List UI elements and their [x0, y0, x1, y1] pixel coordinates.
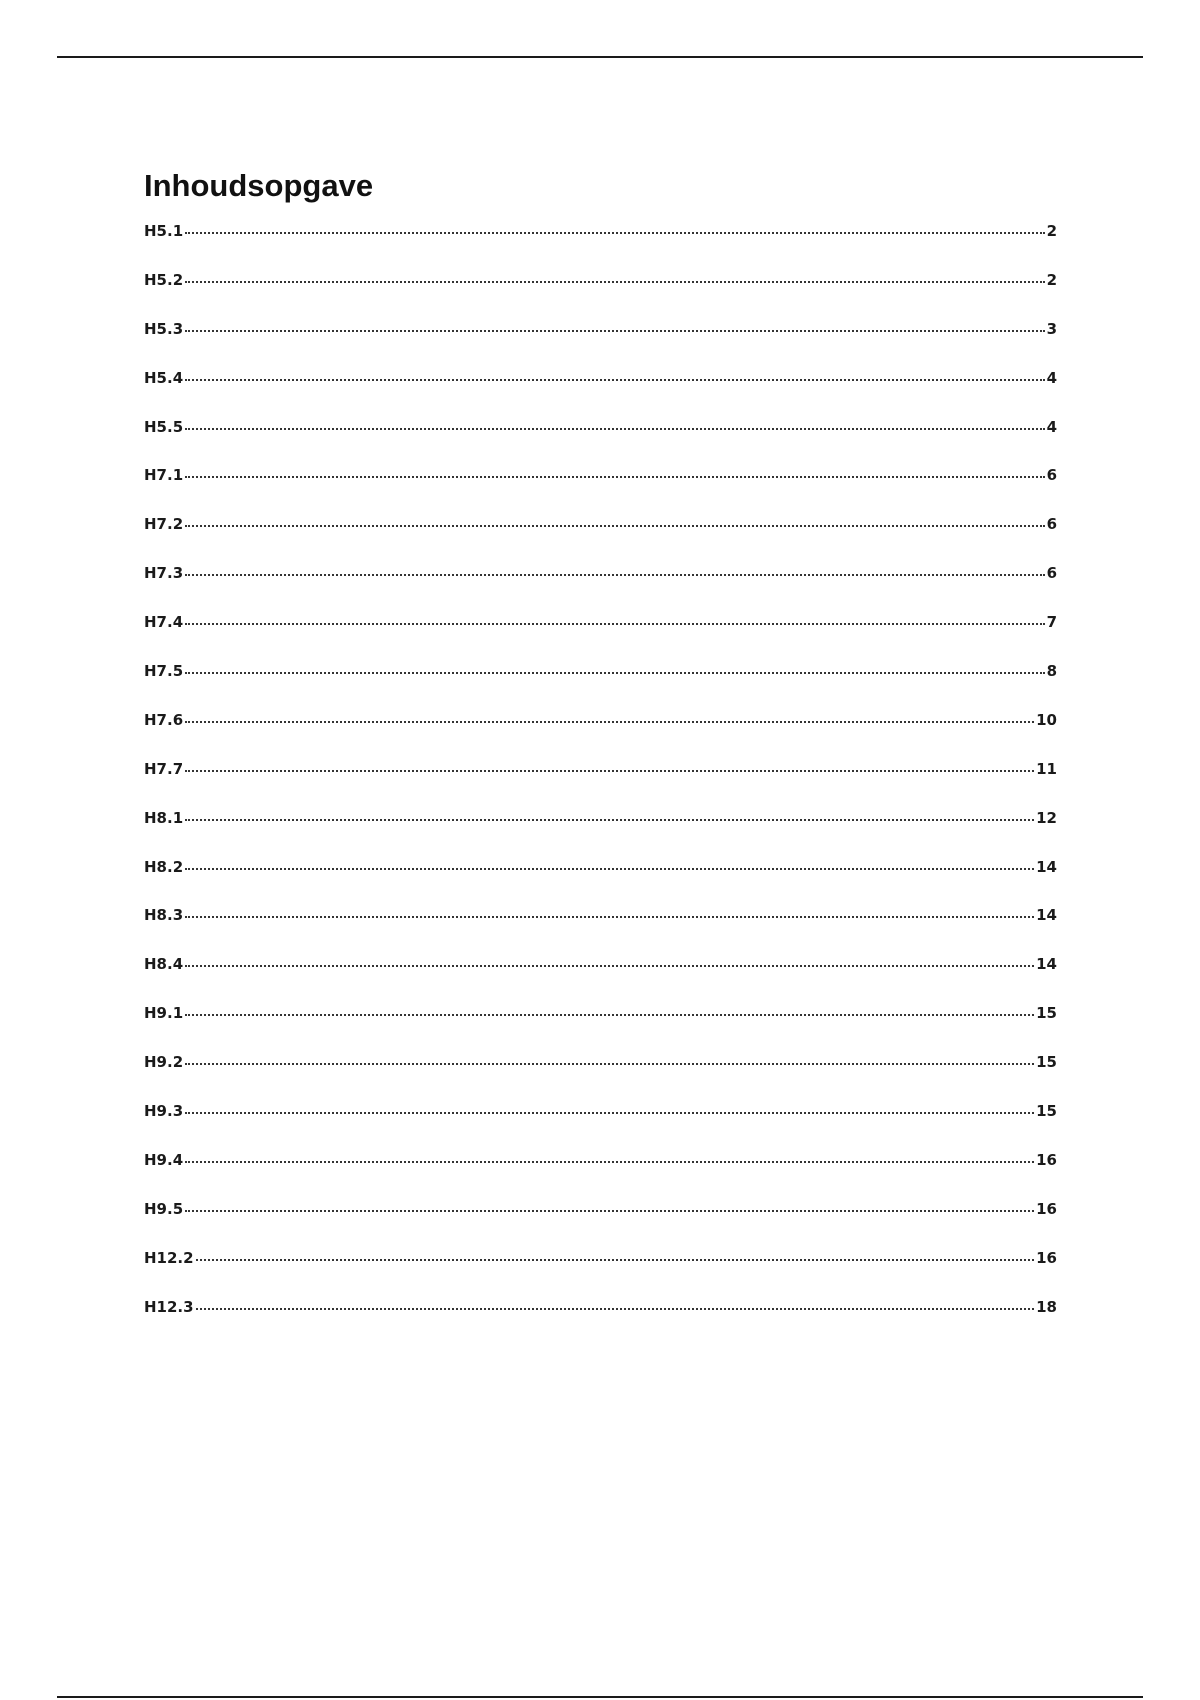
- toc-entry[interactable]: [144, 515, 1057, 564]
- toc-leader: [185, 819, 1034, 821]
- toc-entry[interactable]: [144, 418, 1057, 467]
- toc-entry-label: H7.1: [144, 466, 184, 485]
- toc-entry-page: 2: [1046, 270, 1057, 289]
- toc-entry-label: H5.3: [144, 319, 184, 338]
- toc-leader: [185, 868, 1034, 870]
- toc-leader: [185, 232, 1044, 234]
- toc-entry[interactable]: [144, 906, 1057, 955]
- toc-entry-label: H5.2: [144, 270, 184, 289]
- toc-leader: [185, 623, 1044, 625]
- table-of-contents: [144, 160, 1057, 1346]
- toc-entry-label: H7.3: [144, 564, 184, 583]
- toc-entry[interactable]: [144, 711, 1057, 760]
- toc-entry-label: H9.2: [144, 1053, 184, 1072]
- toc-leader: [185, 281, 1044, 283]
- toc-entry[interactable]: [144, 1102, 1057, 1151]
- toc-entry-page: 6: [1046, 515, 1057, 534]
- toc-entry-label: H9.3: [144, 1102, 184, 1121]
- toc-entry-page: 11: [1036, 759, 1057, 778]
- toc-entry-page: 14: [1036, 906, 1057, 925]
- footer-rule: [57, 1696, 1143, 1698]
- toc-entry[interactable]: [144, 369, 1057, 418]
- toc-entry-label: H8.1: [144, 808, 184, 827]
- toc-entry-label: H8.2: [144, 857, 184, 876]
- toc-leader: [185, 672, 1044, 674]
- toc-leader: [185, 476, 1044, 478]
- toc-entry[interactable]: [144, 564, 1057, 613]
- toc-entry-label: H12.2: [144, 1248, 194, 1267]
- toc-entry[interactable]: [144, 1298, 1057, 1347]
- toc-entry[interactable]: [144, 1200, 1057, 1249]
- toc-entry-page: 15: [1036, 1102, 1057, 1121]
- toc-entry[interactable]: [144, 271, 1057, 320]
- toc-entry-page: 7: [1046, 613, 1057, 632]
- toc-entry-page: 3: [1046, 319, 1057, 338]
- toc-leader: [196, 1259, 1035, 1261]
- toc-leader: [185, 574, 1044, 576]
- toc-leader: [185, 1210, 1034, 1212]
- toc-entry-label: H7.7: [144, 759, 184, 778]
- toc-list: [144, 222, 1057, 1346]
- toc-entry-label: H7.2: [144, 515, 184, 534]
- toc-entry[interactable]: [144, 222, 1057, 271]
- toc-entry[interactable]: [144, 1053, 1057, 1102]
- toc-entry-page: 14: [1036, 955, 1057, 974]
- toc-entry-page: 8: [1046, 662, 1057, 681]
- toc-entry-label: H5.1: [144, 222, 184, 240]
- toc-leader: [185, 721, 1034, 723]
- toc-leader: [185, 770, 1034, 772]
- toc-entry-page: 16: [1036, 1199, 1057, 1218]
- toc-entry[interactable]: [144, 320, 1057, 369]
- toc-entry[interactable]: [144, 662, 1057, 711]
- toc-leader: [185, 525, 1044, 527]
- toc-entry-page: 16: [1036, 1248, 1057, 1267]
- toc-entry-page: 15: [1036, 1053, 1057, 1072]
- toc-leader: [185, 1014, 1034, 1016]
- toc-entry-page: 4: [1046, 417, 1057, 436]
- toc-leader: [185, 330, 1044, 332]
- toc-entry-page: 6: [1046, 466, 1057, 485]
- toc-leader: [185, 379, 1044, 381]
- toc-entry-page: 10: [1036, 710, 1057, 729]
- toc-leader: [196, 1308, 1035, 1310]
- toc-leader: [185, 428, 1044, 430]
- toc-leader: [185, 1112, 1034, 1114]
- toc-entry-page: 16: [1036, 1150, 1057, 1169]
- toc-entry-label: H7.5: [144, 662, 184, 681]
- toc-entry[interactable]: [144, 466, 1057, 515]
- toc-leader: [185, 916, 1034, 918]
- toc-entry[interactable]: [144, 613, 1057, 662]
- toc-entry-page: 2: [1046, 222, 1057, 240]
- toc-entry-page: 6: [1046, 564, 1057, 583]
- toc-entry-label: H9.1: [144, 1004, 184, 1023]
- toc-entry[interactable]: [144, 1249, 1057, 1298]
- toc-entry[interactable]: [144, 1004, 1057, 1053]
- toc-entry-page: 15: [1036, 1004, 1057, 1023]
- toc-entry[interactable]: [144, 809, 1057, 858]
- toc-leader: [185, 1161, 1034, 1163]
- toc-entry[interactable]: [144, 1151, 1057, 1200]
- toc-entry-label: H7.6: [144, 710, 184, 729]
- toc-entry[interactable]: [144, 858, 1057, 907]
- header-rule: [57, 56, 1143, 58]
- toc-title: Inhoudsopgave: [144, 168, 374, 203]
- toc-entry-label: H9.4: [144, 1150, 184, 1169]
- toc-entry-label: H7.4: [144, 613, 184, 632]
- toc-leader: [185, 965, 1034, 967]
- toc-entry-label: H8.4: [144, 955, 184, 974]
- toc-entry[interactable]: [144, 760, 1057, 809]
- toc-entry-label: H5.4: [144, 368, 184, 387]
- toc-entry-page: 18: [1036, 1297, 1057, 1316]
- toc-entry-page: 14: [1036, 857, 1057, 876]
- toc-entry-label: H8.3: [144, 906, 184, 925]
- toc-entry-label: H5.5: [144, 417, 184, 436]
- toc-leader: [185, 1063, 1034, 1065]
- toc-entry[interactable]: [144, 955, 1057, 1004]
- toc-entry-label: H12.3: [144, 1297, 194, 1316]
- toc-entry-label: H9.5: [144, 1199, 184, 1218]
- toc-entry-page: 12: [1036, 808, 1057, 827]
- toc-entry-page: 4: [1046, 368, 1057, 387]
